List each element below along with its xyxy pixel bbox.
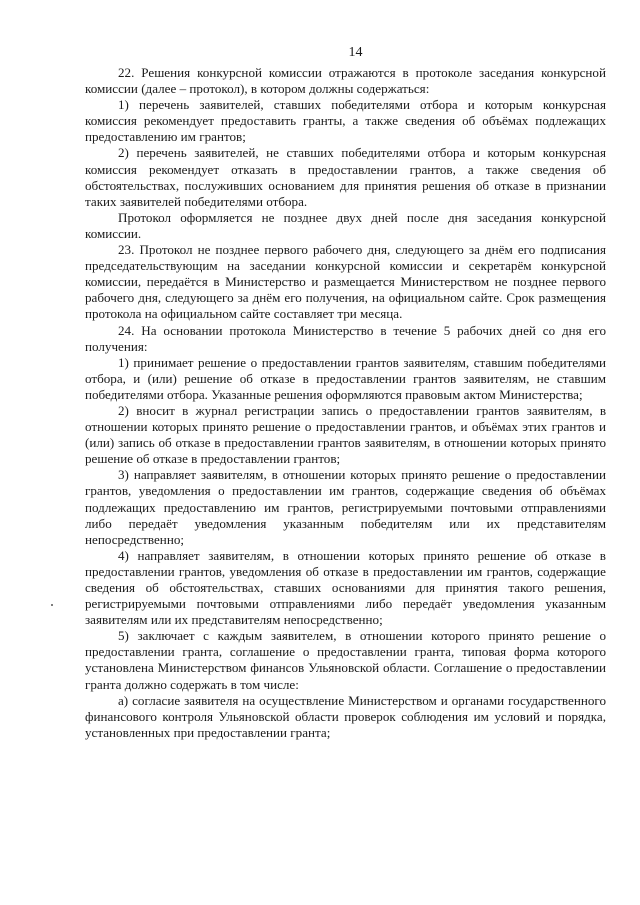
paragraph-24-item-4: 4) направляет заявителям, в отношении которых принято решение об отказе в предоставлении грантов, уведомления об отказе в предоставлении им грантов, содержащие сведения об обстоятельствах, ставших основаниями для принятия такого решения, регистрируемыми почтовыми отправлениями либо передаёт уведомления указанным заявителям или их представителям непосредственно; bbox=[85, 547, 606, 628]
paragraph-24: 24. На основании протокола Министерство в течение 5 рабочих дней со дня его получения: bbox=[85, 322, 606, 354]
paragraph-24-item-5: 5) заключает с каждым заявителем, в отношении которого принято решение о предоставлении гранта, соглашение о предоставлении гранта, типовая форма которого установлена Министерством финансов Ульяновской области. Соглашение о предоставлении гранта должно содержать в том числе: bbox=[85, 628, 606, 692]
margin-dot bbox=[51, 604, 53, 606]
paragraph-protocol-deadline: Протокол оформляется не позднее двух дней после дня заседания конкурсной комиссии. bbox=[85, 209, 606, 241]
paragraph-24-item-5-a: а) согласие заявителя на осуществление Министерством и органами государственного финансового контроля Ульяновской области проверок соблюдения им условий и порядка, установленных при предоставлении гранта; bbox=[85, 692, 606, 740]
paragraph-22-item-1: 1) перечень заявителей, ставших победителями отбора и которым конкурсная комиссия рекомендует предоставить гранты, а также сведения об объёмах подлежащих предоставлению им грантов; bbox=[85, 97, 606, 145]
paragraph-24-item-2: 2) вносит в журнал регистрации запись о предоставлении грантов заявителям, в отношении которых принято решение о предоставлении грантов, и объёмах этих грантов и (или) запись об отказе в предоставлении грантов заявителям, в отношении которых принято решение об отказе в предоставлении грантов; bbox=[85, 402, 606, 467]
paragraph-24-item-1: 1) принимает решение о предоставлении грантов заявителям, ставшим победителями отбора, и (или) решение об отказе в предоставлении грантов заявителям, не ставшим победителями отбора. Указанные решения оформляются правовым актом Министерства; bbox=[85, 354, 606, 402]
paragraph-23: 23. Протокол не позднее первого рабочего дня, следующего за днём его подписания председательствующим на заседании конкурсной комиссии и секретарём конкурсной комиссии, передаётся в Министерство и размещается Министерством не позднее первого рабочего дня, следующего за днём его получения, на официальном сайте. Срок размещения протокола на официальном сайте составляет три месяца. bbox=[85, 242, 606, 322]
page-number: 14 bbox=[348, 45, 363, 60]
paragraph-24-item-3: 3) направляет заявителям, в отношении которых принято решение о предоставлении грантов, уведомления о предоставлении им грантов, содержащие сведения об объёмах подлежащих предоставлению им грантов, регистрируемыми почтовыми отправлениями либо передаёт уведомления указанным победителям или их представителям непосредственно; bbox=[85, 467, 606, 547]
paragraph-22: 22. Решения конкурсной комиссии отражаются в протоколе заседания конкурсной комиссии (далее – протокол), в котором должны содержаться: bbox=[85, 65, 606, 97]
paragraph-22-item-2: 2) перечень заявителей, не ставших победителями отбора и которым конкурсная комиссия рекомендует отказать в предоставлении грантов, а также сведения об обстоятельствах, послуживших основанием для принятия решения об отказе в признании таких заявителей победителями отбора. bbox=[85, 145, 606, 209]
